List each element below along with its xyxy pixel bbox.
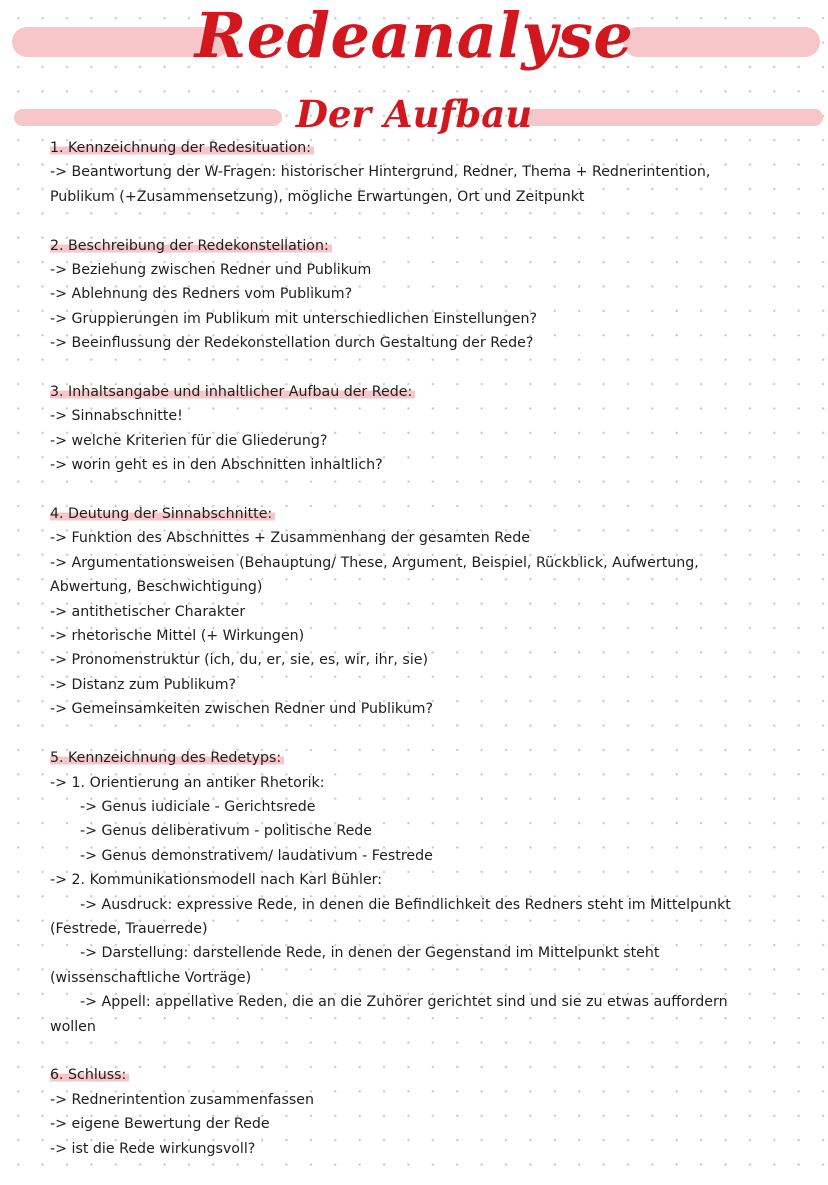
notes-content <box>50 136 766 1185</box>
section-inhaltsangabe <box>50 380 766 478</box>
section-redesituation <box>50 136 766 209</box>
list-item: -> ist die Rede wirkungsvoll? <box>50 1140 256 1157</box>
section-heading: 3. Inhaltsangabe und inhaltlicher Aufbau der Rede: <box>50 384 415 400</box>
list-item: -> Ablehnung des Redners vom Publikum? <box>50 286 353 303</box>
section-heading: 1. Kennzeichnung der Redesituation: <box>50 140 314 156</box>
page-subtitle: Der Aufbau <box>295 92 533 136</box>
sub-list-item-text: -> Ausdruck: expressive Rede, in denen die Befindlichkeit des Redners steht im Mittelpunkt (Festrede, Trauerrede) <box>50 896 731 937</box>
section-heading: 5. Kennzeichnung des Redetyps: <box>50 750 284 766</box>
list-item: -> Argumentationsweisen (Behauptung/ These, Argument, Beispiel, Rückblick, Aufwertung, Abwertung, Beschwichtigung) <box>50 554 699 596</box>
sub-list-item-text: -> Appell: appellative Reden, die an die Zuhörer gerichtet sind und sie zu etwas auffordern wollen <box>50 994 728 1035</box>
section-heading: 6. Schluss: <box>50 1067 129 1083</box>
list-item: -> 1. Orientierung an antiker Rhetorik: <box>50 774 325 791</box>
list-item: -> rhetorische Mittel (+ Wirkungen) <box>50 628 305 645</box>
section-redetyp <box>50 746 766 1039</box>
list-item: -> Sinnabschnitte! <box>50 408 183 425</box>
list-item: -> welche Kriterien für die Gliederung? <box>50 432 328 449</box>
sub-list-item <box>50 893 766 942</box>
list-item: -> Pronomenstruktur (ich, du, er, sie, es, wir, ihr, sie) <box>50 652 429 669</box>
section-heading: 2. Beschreibung der Redekonstellation: <box>50 238 332 254</box>
list-item: -> Rednerintention zusammenfassen <box>50 1091 315 1108</box>
list-item: -> antithetischer Charakter <box>50 603 246 620</box>
list-item: -> Beeinflussung der Redekonstellation durch Gestaltung der Rede? <box>50 335 534 352</box>
sub-list-item: -> Genus deliberativum - politische Rede <box>80 823 373 840</box>
list-item: -> Gemeinsamkeiten zwischen Redner und Publikum? <box>50 701 434 718</box>
sub-list-item <box>50 941 766 990</box>
sub-list-item <box>50 990 766 1039</box>
section-redekonstellation <box>50 234 766 356</box>
list-item: -> Funktion des Abschnittes + Zusammenhang der gesamten Rede <box>50 530 530 547</box>
section-heading: 4. Deutung der Sinnabschnitte: <box>50 506 275 522</box>
list-item: -> 2. Kommunikationsmodell nach Karl Bühler: <box>50 872 383 889</box>
page-title: Redeanalyse <box>194 0 634 72</box>
list-item: -> Beantwortung der W-Fragen: historischer Hintergrund, Redner, Thema + Rednerintention, Publikum (+Zusammensetzung), mögliche Erwartungen, Ort und Zeitpunkt <box>50 164 711 205</box>
list-item: -> eigene Bewertung der Rede <box>50 1116 270 1133</box>
section-schluss <box>50 1063 766 1161</box>
sub-list-item: -> Genus demonstrativem/ laudativum - Festrede <box>80 847 433 864</box>
sub-list-item-text: -> Darstellung: darstellende Rede, in denen der Gegenstand im Mittelpunkt steht (wissenschaftliche Vorträge) <box>50 945 660 986</box>
list-item: -> Gruppierungen im Publikum mit unterschiedlichen Einstellungen? <box>50 310 538 327</box>
list-item: -> Beziehung zwischen Redner und Publikum <box>50 262 372 279</box>
list-item: -> worin geht es in den Abschnitten inhaltlich? <box>50 457 383 474</box>
sub-list-item: -> Genus iudiciale - Gerichtsrede <box>80 798 316 815</box>
list-item: -> Distanz zum Publikum? <box>50 676 237 693</box>
section-deutung <box>50 502 766 722</box>
